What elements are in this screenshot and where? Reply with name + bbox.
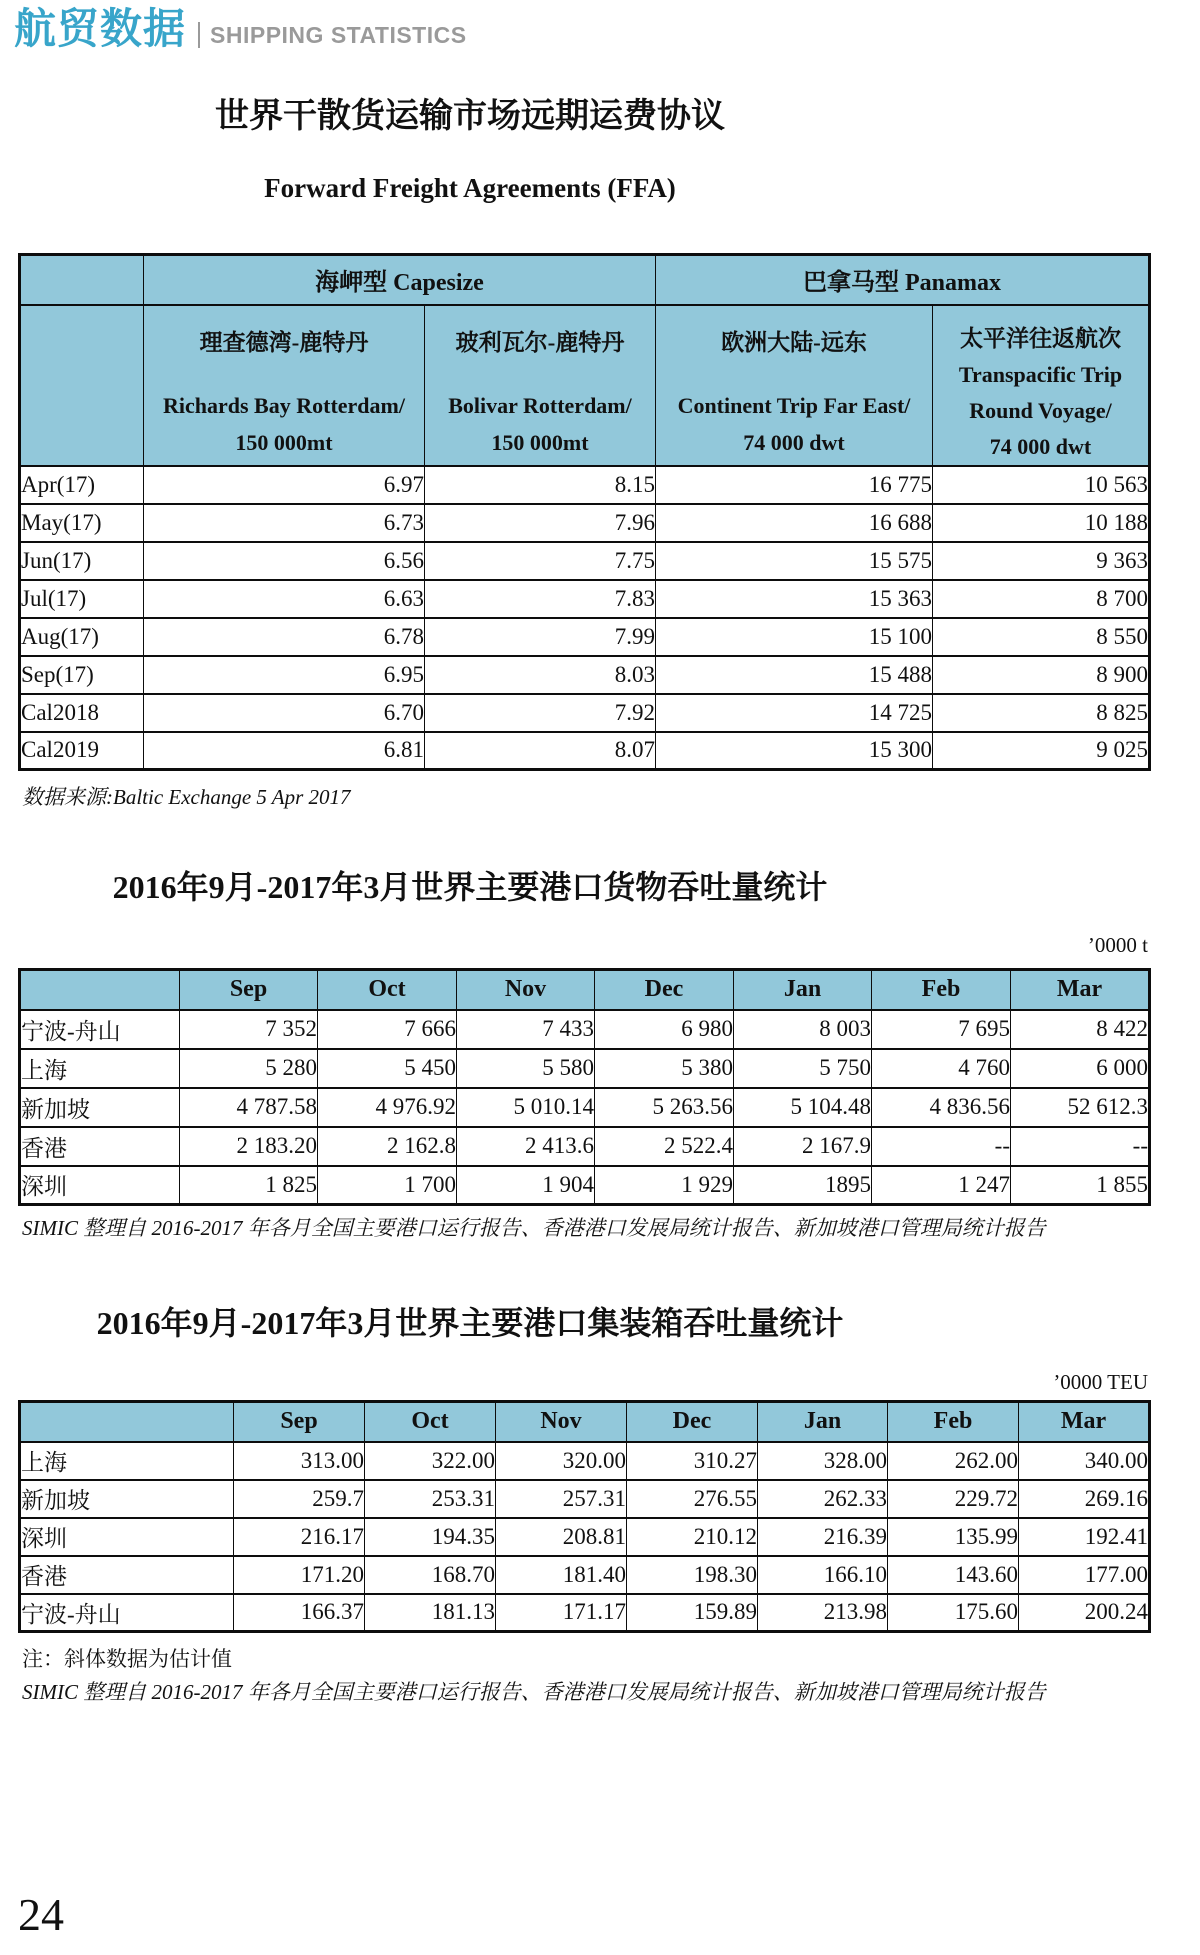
rate-cell: 6.95 bbox=[144, 656, 425, 694]
throughput-cell: 7 433 bbox=[457, 1010, 595, 1049]
rate-cell: 15 363 bbox=[656, 580, 933, 618]
rate-cell: 7.96 bbox=[425, 504, 656, 542]
throughput-cell: 5 450 bbox=[318, 1049, 457, 1088]
rate-cell: 8.07 bbox=[425, 732, 656, 770]
throughput-cell: 2 413.6 bbox=[457, 1127, 595, 1166]
throughput-cell: 143.60 bbox=[888, 1556, 1019, 1594]
port-label: 宁波-舟山 bbox=[20, 1010, 180, 1049]
rate-cell: 16 775 bbox=[656, 466, 933, 504]
month-header: Sep bbox=[180, 970, 318, 1010]
month-header: Sep bbox=[234, 1402, 365, 1442]
brand-subtitle: SHIPPING STATISTICS bbox=[210, 21, 467, 48]
throughput-cell: 5 280 bbox=[180, 1049, 318, 1088]
route-name-en: Continent Trip Far East/ bbox=[677, 392, 911, 418]
ffa-row bbox=[20, 504, 1150, 542]
throughput-cell: 171.20 bbox=[234, 1556, 365, 1594]
throughput-cell: 6 980 bbox=[595, 1010, 734, 1049]
throughput-cell: 340.00 bbox=[1019, 1442, 1150, 1480]
route-name-en: Round Voyage/ bbox=[969, 397, 1112, 423]
port-label: 香港 bbox=[20, 1127, 180, 1166]
corner-cell bbox=[20, 255, 144, 305]
container-unit-label: ’0000 TEU bbox=[1053, 1370, 1148, 1394]
month-header: Nov bbox=[496, 1402, 627, 1442]
throughput-cell: 1 825 bbox=[180, 1166, 318, 1205]
group-header-capesize: 海岬型 Capesize bbox=[144, 255, 656, 305]
throughput-cell: 135.99 bbox=[888, 1518, 1019, 1556]
cargo-table bbox=[18, 968, 1151, 1206]
route-name-zh: 欧洲大陆-远东 bbox=[721, 329, 867, 355]
route-header-bolivar bbox=[425, 305, 656, 466]
cargo-row bbox=[20, 1010, 1150, 1049]
throughput-cell: 159.89 bbox=[627, 1594, 758, 1632]
corner-cell bbox=[20, 970, 180, 1010]
port-label: 香港 bbox=[20, 1556, 234, 1594]
container-row bbox=[20, 1518, 1150, 1556]
rate-cell: 9 025 bbox=[933, 732, 1150, 770]
cargo-row bbox=[20, 1088, 1150, 1127]
rate-cell: 8 825 bbox=[933, 694, 1150, 732]
month-header: Jan bbox=[734, 970, 872, 1010]
throughput-cell: 269.16 bbox=[1019, 1480, 1150, 1518]
rate-cell: 7.83 bbox=[425, 580, 656, 618]
throughput-cell: 2 167.9 bbox=[734, 1127, 872, 1166]
throughput-cell: 1 700 bbox=[318, 1166, 457, 1205]
month-header: Oct bbox=[318, 970, 457, 1010]
port-label: 上海 bbox=[20, 1049, 180, 1088]
throughput-cell: 8 422 bbox=[1011, 1010, 1150, 1049]
rate-cell: 6.78 bbox=[144, 618, 425, 656]
throughput-cell: 7 352 bbox=[180, 1010, 318, 1049]
throughput-cell: 166.37 bbox=[234, 1594, 365, 1632]
route-tonnage: 150 000mt bbox=[235, 429, 333, 455]
rate-cell: 6.63 bbox=[144, 580, 425, 618]
month-header: Mar bbox=[1019, 1402, 1150, 1442]
rate-cell: 6.81 bbox=[144, 732, 425, 770]
throughput-cell: 216.17 bbox=[234, 1518, 365, 1556]
throughput-cell: 198.30 bbox=[627, 1556, 758, 1594]
route-name-en: Bolivar Rotterdam/ bbox=[448, 392, 632, 418]
rate-cell: 15 300 bbox=[656, 732, 933, 770]
route-name-zh: 理查德湾-鹿特丹 bbox=[199, 329, 369, 355]
rate-cell: 7.92 bbox=[425, 694, 656, 732]
corner-cell bbox=[20, 305, 144, 466]
throughput-cell: 1 855 bbox=[1011, 1166, 1150, 1205]
throughput-cell: 1895 bbox=[734, 1166, 872, 1205]
port-label: 深圳 bbox=[20, 1518, 234, 1556]
throughput-cell: 52 612.3 bbox=[1011, 1088, 1150, 1127]
throughput-cell: 5 263.56 bbox=[595, 1088, 734, 1127]
throughput-cell: 210.12 bbox=[627, 1518, 758, 1556]
month-header: Mar bbox=[1011, 970, 1150, 1010]
container-source-note: SIMIC 整理自 2016-2017 年各月全国主要港口运行报告、香港港口发展局统计报告、新加坡港口管理局统计报告 bbox=[22, 1680, 1046, 1704]
rate-cell: 8 550 bbox=[933, 618, 1150, 656]
cargo-title: 2016年9月-2017年3月世界主要港口货物吞吐量统计 bbox=[112, 869, 828, 905]
port-label: 宁波-舟山 bbox=[20, 1594, 234, 1632]
throughput-cell: 194.35 bbox=[365, 1518, 496, 1556]
month-header: Feb bbox=[872, 970, 1011, 1010]
rate-cell: 8 700 bbox=[933, 580, 1150, 618]
rate-cell: 10 563 bbox=[933, 466, 1150, 504]
container-row bbox=[20, 1480, 1150, 1518]
container-table bbox=[18, 1400, 1151, 1633]
throughput-cell: 2 162.8 bbox=[318, 1127, 457, 1166]
period-label: Sep(17) bbox=[20, 656, 144, 694]
throughput-cell: 5 380 bbox=[595, 1049, 734, 1088]
period-label: Jul(17) bbox=[20, 580, 144, 618]
rate-cell: 15 488 bbox=[656, 656, 933, 694]
group-header-panamax: 巴拿马型 Panamax bbox=[656, 255, 1150, 305]
period-label: Cal2018 bbox=[20, 694, 144, 732]
route-name-zh: 玻利瓦尔-鹿特丹 bbox=[455, 329, 625, 355]
rate-cell: 6.70 bbox=[144, 694, 425, 732]
rate-cell: 8.15 bbox=[425, 466, 656, 504]
throughput-cell: 200.24 bbox=[1019, 1594, 1150, 1632]
throughput-cell: 213.98 bbox=[758, 1594, 888, 1632]
throughput-cell: 8 003 bbox=[734, 1010, 872, 1049]
throughput-cell: 216.39 bbox=[758, 1518, 888, 1556]
throughput-cell: 310.27 bbox=[627, 1442, 758, 1480]
throughput-cell: 181.13 bbox=[365, 1594, 496, 1632]
ffa-title-en: Forward Freight Agreements (FFA) bbox=[264, 173, 676, 203]
ffa-row bbox=[20, 580, 1150, 618]
rate-cell: 6.56 bbox=[144, 542, 425, 580]
period-label: Jun(17) bbox=[20, 542, 144, 580]
throughput-cell: 253.31 bbox=[365, 1480, 496, 1518]
throughput-cell: 166.10 bbox=[758, 1556, 888, 1594]
cargo-row bbox=[20, 1166, 1150, 1205]
throughput-cell: -- bbox=[872, 1127, 1011, 1166]
ffa-row bbox=[20, 732, 1150, 770]
ffa-row bbox=[20, 656, 1150, 694]
throughput-cell: 4 836.56 bbox=[872, 1088, 1011, 1127]
rate-cell: 14 725 bbox=[656, 694, 933, 732]
brand-divider bbox=[198, 22, 200, 48]
port-label: 上海 bbox=[20, 1442, 234, 1480]
rate-cell: 7.99 bbox=[425, 618, 656, 656]
ffa-title-zh: 世界干散货运输市场远期运费协议 bbox=[215, 98, 725, 135]
throughput-cell: 1 904 bbox=[457, 1166, 595, 1205]
cargo-source-note: SIMIC 整理自 2016-2017 年各月全国主要港口运行报告、香港港口发展局统计报告、新加坡港口管理局统计报告 bbox=[22, 1216, 1046, 1240]
cargo-unit-label: ’0000 t bbox=[1087, 933, 1148, 957]
route-header-transpacific bbox=[933, 305, 1150, 466]
period-label: Cal2019 bbox=[20, 732, 144, 770]
rate-cell: 6.73 bbox=[144, 504, 425, 542]
route-header-continent bbox=[656, 305, 933, 466]
throughput-cell: 2 522.4 bbox=[595, 1127, 734, 1166]
route-tonnage: 150 000mt bbox=[491, 429, 589, 455]
container-row bbox=[20, 1442, 1150, 1480]
ffa-row bbox=[20, 542, 1150, 580]
period-label: Aug(17) bbox=[20, 618, 144, 656]
throughput-cell: 5 750 bbox=[734, 1049, 872, 1088]
throughput-cell: 262.00 bbox=[888, 1442, 1019, 1480]
route-name-en: Richards Bay Rotterdam/ bbox=[163, 392, 405, 418]
throughput-cell: 313.00 bbox=[234, 1442, 365, 1480]
throughput-cell: 328.00 bbox=[758, 1442, 888, 1480]
throughput-cell: 5 010.14 bbox=[457, 1088, 595, 1127]
throughput-cell: 320.00 bbox=[496, 1442, 627, 1480]
throughput-cell: 175.60 bbox=[888, 1594, 1019, 1632]
rate-cell: 9 363 bbox=[933, 542, 1150, 580]
month-header: Oct bbox=[365, 1402, 496, 1442]
throughput-cell: 322.00 bbox=[365, 1442, 496, 1480]
ffa-row bbox=[20, 466, 1150, 504]
brand-bar bbox=[14, 5, 467, 52]
container-row bbox=[20, 1556, 1150, 1594]
throughput-cell: 5 580 bbox=[457, 1049, 595, 1088]
cargo-row bbox=[20, 1127, 1150, 1166]
throughput-cell: 1 929 bbox=[595, 1166, 734, 1205]
container-row bbox=[20, 1594, 1150, 1632]
rate-cell: 16 688 bbox=[656, 504, 933, 542]
month-header: Nov bbox=[457, 970, 595, 1010]
throughput-cell: 192.41 bbox=[1019, 1518, 1150, 1556]
port-label: 新加坡 bbox=[20, 1480, 234, 1518]
throughput-cell: 257.31 bbox=[496, 1480, 627, 1518]
rate-cell: 7.75 bbox=[425, 542, 656, 580]
ffa-row bbox=[20, 694, 1150, 732]
month-header: Dec bbox=[595, 970, 734, 1010]
rate-cell: 10 188 bbox=[933, 504, 1150, 542]
throughput-cell: 208.81 bbox=[496, 1518, 627, 1556]
container-estimate-note: 注：斜体数据为估计值 bbox=[22, 1647, 232, 1671]
ffa-row bbox=[20, 618, 1150, 656]
throughput-cell: 1 247 bbox=[872, 1166, 1011, 1205]
rate-cell: 8.03 bbox=[425, 656, 656, 694]
route-tonnage: 74 000 dwt bbox=[743, 429, 845, 455]
rate-cell: 15 575 bbox=[656, 542, 933, 580]
throughput-cell: 4 787.58 bbox=[180, 1088, 318, 1127]
route-name-en: Transpacific Trip bbox=[958, 361, 1123, 387]
rate-cell: 6.97 bbox=[144, 466, 425, 504]
throughput-cell: -- bbox=[1011, 1127, 1150, 1166]
month-header: Feb bbox=[888, 1402, 1019, 1442]
rate-cell: 15 100 bbox=[656, 618, 933, 656]
ffa-table bbox=[18, 253, 1151, 771]
throughput-cell: 259.7 bbox=[234, 1480, 365, 1518]
route-name-zh: 太平洋往返航次 bbox=[960, 325, 1121, 351]
route-header-richards-bay bbox=[144, 305, 425, 466]
throughput-cell: 6 000 bbox=[1011, 1049, 1150, 1088]
throughput-cell: 177.00 bbox=[1019, 1556, 1150, 1594]
port-label: 深圳 bbox=[20, 1166, 180, 1205]
port-label: 新加坡 bbox=[20, 1088, 180, 1127]
container-title: 2016年9月-2017年3月世界主要港口集装箱吞吐量统计 bbox=[96, 1305, 844, 1341]
corner-cell bbox=[20, 1402, 234, 1442]
throughput-cell: 171.17 bbox=[496, 1594, 627, 1632]
throughput-cell: 4 760 bbox=[872, 1049, 1011, 1088]
ffa-source-note: 数据来源:Baltic Exchange 5 Apr 2017 bbox=[22, 785, 351, 809]
period-label: May(17) bbox=[20, 504, 144, 542]
throughput-cell: 7 666 bbox=[318, 1010, 457, 1049]
throughput-cell: 181.40 bbox=[496, 1556, 627, 1594]
period-label: Apr(17) bbox=[20, 466, 144, 504]
month-header: Jan bbox=[758, 1402, 888, 1442]
throughput-cell: 2 183.20 bbox=[180, 1127, 318, 1166]
throughput-cell: 5 104.48 bbox=[734, 1088, 872, 1127]
cargo-row bbox=[20, 1049, 1150, 1088]
route-tonnage: 74 000 dwt bbox=[989, 433, 1092, 459]
page-number: 24 bbox=[18, 1889, 64, 1940]
throughput-cell: 262.33 bbox=[758, 1480, 888, 1518]
rate-cell: 8 900 bbox=[933, 656, 1150, 694]
month-header: Dec bbox=[627, 1402, 758, 1442]
throughput-cell: 4 976.92 bbox=[318, 1088, 457, 1127]
throughput-cell: 168.70 bbox=[365, 1556, 496, 1594]
brand-logo: 航贸数据 bbox=[14, 5, 187, 52]
throughput-cell: 276.55 bbox=[627, 1480, 758, 1518]
throughput-cell: 7 695 bbox=[872, 1010, 1011, 1049]
throughput-cell: 229.72 bbox=[888, 1480, 1019, 1518]
